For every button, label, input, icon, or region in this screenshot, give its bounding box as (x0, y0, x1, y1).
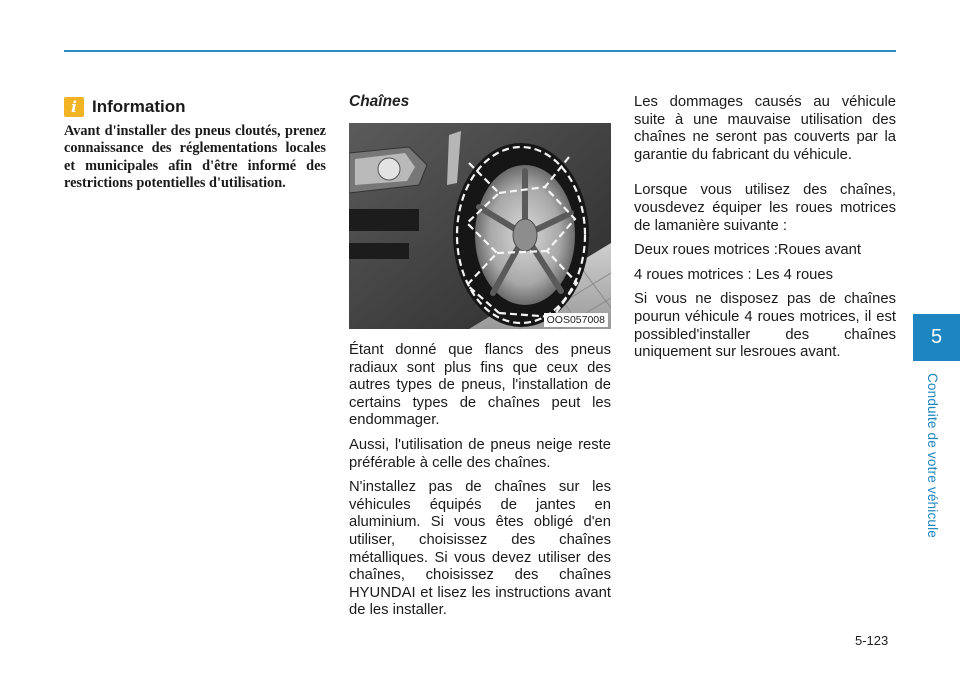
header-rule (64, 50, 896, 52)
information-header (64, 95, 186, 119)
front-wheels-paragraph: Si vous ne disposez pas de chaînes pourun véhicule 4 roues motrices, il est possibled'installer des chaînes uniquement sur lesroues avant. (634, 291, 896, 361)
page-number: 5-123 (855, 633, 889, 648)
two-wheel-drive-line: Deux roues motrices :Roues avant (634, 242, 861, 259)
information-title: Information (92, 97, 186, 116)
drive-wheels-paragraph: Lorsque vous utilisez des chaînes, vousdevez équiper les roues motrices de lamanière suivante : (634, 182, 896, 234)
right-column-text (634, 94, 896, 369)
image-code: OOS057008 (544, 313, 608, 327)
chapter-number-tab: 5 (913, 314, 960, 361)
info-icon: i (64, 97, 84, 117)
four-wheel-drive-line: 4 roues motrices : Les 4 roues (634, 266, 834, 283)
chains-paragraph-3: N'installez pas de chaînes sur les véhicules équipés de jantes en aluminium. Si vous êtes obligé d'en utiliser, choisissez des chaînes métalliques. Si vous devez utiliser des chaînes, choisissez des chaînes HYUNDAI et lisez les instructions avant de les installer. (349, 479, 611, 619)
tire-chains-photo (349, 123, 611, 329)
chains-paragraph-2: Aussi, l'utilisation de pneus neige reste préférable à celle des chaînes. (349, 436, 611, 471)
chains-text (349, 342, 611, 627)
chapter-title (920, 366, 946, 544)
chapter-title-text: Conduite de votre véhicule (925, 372, 941, 538)
warranty-paragraph: Les dommages causés au véhicule suite à une mauvaise utilisation des chaînes ne seront pas couverts par la garantie du fabricant du véhicule. (634, 94, 896, 163)
information-text: Avant d'installer des pneus cloutés, prenez connaissance des réglementations locales et municipales afin d'être informé des restrictions potentielles d'utilisation. (64, 123, 326, 192)
chains-paragraph-1: Étant donné que flancs des pneus radiaux sont plus fins que ceux des autres types de pneus, l'installation de certains types de chaînes peut les endommager. (349, 342, 611, 429)
chains-heading: Chaînes (349, 93, 410, 110)
